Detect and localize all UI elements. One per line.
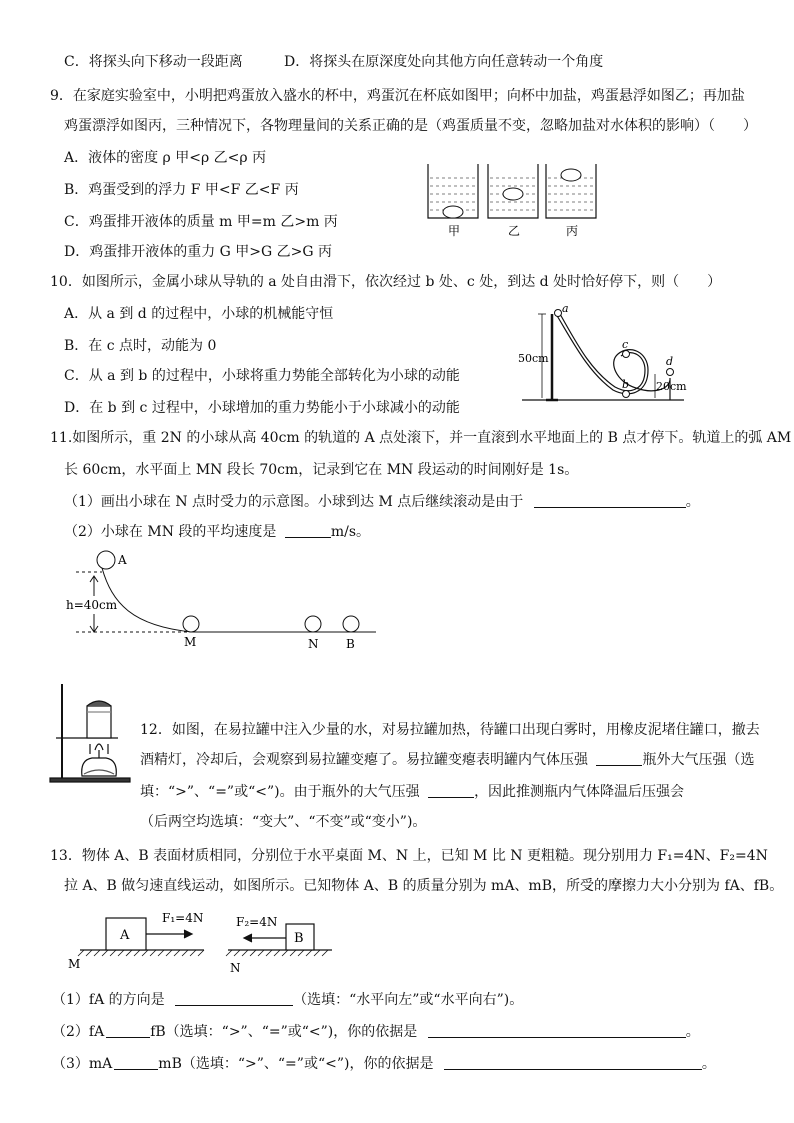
q10-option-d: D．在 b 到 c 过程中，小球增加的重力势能小于小球减小的动能 (64, 400, 460, 416)
q11-sub2 (64, 522, 370, 542)
q13-blank-2[interactable] (106, 1023, 150, 1038)
q13-sub3 (52, 1054, 716, 1074)
q13-sub2-end: 。 (685, 1024, 700, 1040)
q13-sub2-mid: fB（选填：“>”、“=”或“<”)，你的依据是 (150, 1024, 418, 1040)
q9-option-c: C．鸡蛋排开液体的质量 m 甲=m 乙>m 丙 (64, 214, 338, 230)
q10-height-50: 50cm (518, 352, 549, 365)
q12-blank-1[interactable] (596, 751, 642, 766)
q12-stem-line1: 12．如图，在易拉罐中注入少量的水，对易拉罐加热，待罐口出现白雾时，用橡皮泥堵住罐口，撤去 (140, 722, 760, 738)
q12-line2-tail: 瓶外大气压强（选 (642, 752, 755, 768)
q13-blank-1[interactable] (175, 991, 293, 1006)
q11-label-b: B (346, 637, 355, 651)
q13-force-f1: F₁=4N (162, 911, 204, 925)
q9-stem-line2: 鸡蛋漂浮如图丙，三种情况下，各物理量间的关系正确的是（鸡蛋质量不变，忽略加盐对水体积的影响）（ ） (64, 118, 757, 134)
q8-option-c: C．将探头向下移动一段距离 (64, 54, 243, 70)
q13-stem-line2: 拉 A、B 做匀速直线运动，如图所示。已知物体 A、B 的质量分别为 mA、mB，所受的摩擦力大小分别为 fA、fB。 (64, 878, 784, 894)
q11-label-h: h=40cm (66, 598, 118, 612)
q12-stem-line4: （后两空均选填：“变大”、“不变”或“变小”)。 (140, 814, 427, 830)
q11-sub1-end: 。 (685, 494, 700, 510)
q12-stem-line3 (140, 782, 684, 802)
q11-blank-2[interactable] (285, 523, 331, 538)
q13-sub3-end: 。 (701, 1056, 716, 1072)
q11-ramp-figure (62, 548, 382, 656)
q13-sub2-text: （2）fA (52, 1024, 105, 1040)
q12-stem-line2 (140, 750, 754, 770)
q10-point-a: a (562, 302, 569, 315)
q13-sub1-text: （1）fA 的方向是 (52, 992, 165, 1008)
q10-track-figure (518, 302, 688, 406)
q13-blank-4[interactable] (114, 1055, 158, 1070)
q13-surface-n: N (230, 961, 241, 975)
q9-option-a: A．液体的密度 ρ 甲<ρ 乙<ρ 丙 (64, 150, 267, 166)
q9-option-d: D．鸡蛋排开液体的重力 G 甲>G 乙>G 丙 (64, 244, 333, 260)
q10-option-c: C．从 a 到 b 的过程中，小球将重力势能全部转化为小球的动能 (64, 368, 460, 384)
q10-option-a: A．从 a 到 d 的过程中，小球的机械能守恒 (64, 306, 334, 322)
q9-label-yi: 乙 (508, 224, 521, 238)
q11-stem-line2: 长 60cm，水平面上 MN 段长 70cm，记录到它在 MN 段运动的时间刚好是 1s。 (64, 462, 579, 478)
q13-stem-line1: 13．物体 A、B 表面材质相同，分别位于水平桌面 M、N 上，已知 M 比 N 更粗糙。现分别用力 F₁=4N、F₂=4N (50, 848, 768, 864)
q13-block-b: B (294, 931, 304, 946)
q12-line2-text: 酒精灯，冷却后，会观察到易拉罐变瘪了。易拉罐变瘪表明罐内气体压强 (140, 752, 588, 768)
q13-blank-3[interactable] (428, 1023, 686, 1038)
q13-sub1-tail: （选填：“水平向左”或“水平向右”)。 (293, 992, 524, 1008)
q9-beakers-figure (418, 158, 598, 240)
q13-sub3-mid: mB（选填：“>”、“=”或“<”)，你的依据是 (158, 1056, 434, 1072)
q11-sub2-text: （2）小球在 MN 段的平均速度是 (64, 524, 277, 540)
q10-point-b: b (622, 378, 630, 391)
q11-label-m: M (184, 635, 197, 649)
q8-option-d: D．将探头在原深度处向其他方向任意转动一个角度 (284, 54, 604, 70)
q10-stem: 10．如图所示，金属小球从导轨的 a 处自由滑下，依次经过 b 处、c 处，到达 d 处时恰好停下，则（ ） (50, 274, 722, 290)
q13-blocks-figure (64, 906, 344, 978)
q10-point-d: d (666, 355, 674, 368)
q11-sub1-text: （1）画出小球在 N 点时受力的示意图。小球到达 M 点后继续滚动是由于 (64, 494, 524, 510)
q12-line3-tail: ，因此推测瓶内气体降温后压强会 (474, 784, 685, 800)
q13-force-f2: F₂=4N (236, 915, 278, 929)
q11-stem-line1: 11.如图所示，重 2N 的小球从高 40cm 的轨道的 A 点处滚下，并一直滚到水平地面上的 B 点才停下。轨道上的弧 AM (50, 430, 792, 446)
q10-option-b: B．在 c 点时，动能为 0 (64, 338, 217, 354)
q13-sub2 (52, 1022, 700, 1042)
q11-sub1 (64, 492, 700, 512)
q11-blank-1[interactable] (534, 493, 686, 508)
q9-option-b: B．鸡蛋受到的浮力 F 甲<F 乙<F 丙 (64, 182, 299, 198)
q13-sub3-text: （3）mA (52, 1056, 113, 1072)
q12-blank-2[interactable] (428, 783, 474, 798)
q9-label-bing: 丙 (566, 224, 579, 238)
q12-apparatus-figure (40, 680, 132, 784)
q11-sub2-unit: m/s。 (330, 524, 371, 540)
q13-blank-5[interactable] (444, 1055, 702, 1070)
q12-line3-text: 填：“>”、“=”或“<”)。由于瓶外的大气压强 (140, 784, 420, 800)
q10-point-c: c (622, 338, 629, 351)
q13-sub1 (52, 990, 523, 1010)
q13-surface-m: M (68, 957, 81, 971)
q11-label-a: A (118, 553, 127, 567)
q11-label-n: N (308, 637, 319, 651)
q9-label-jia: 甲 (448, 224, 461, 238)
q10-height-20: 20cm (656, 380, 687, 393)
q13-block-a: A (120, 928, 130, 943)
q9-stem-line1: 9．在家庭实验室中，小明把鸡蛋放入盛水的杯中，鸡蛋沉在杯底如图甲；向杯中加盐，鸡蛋悬浮如图乙；再加盐 (50, 88, 745, 104)
